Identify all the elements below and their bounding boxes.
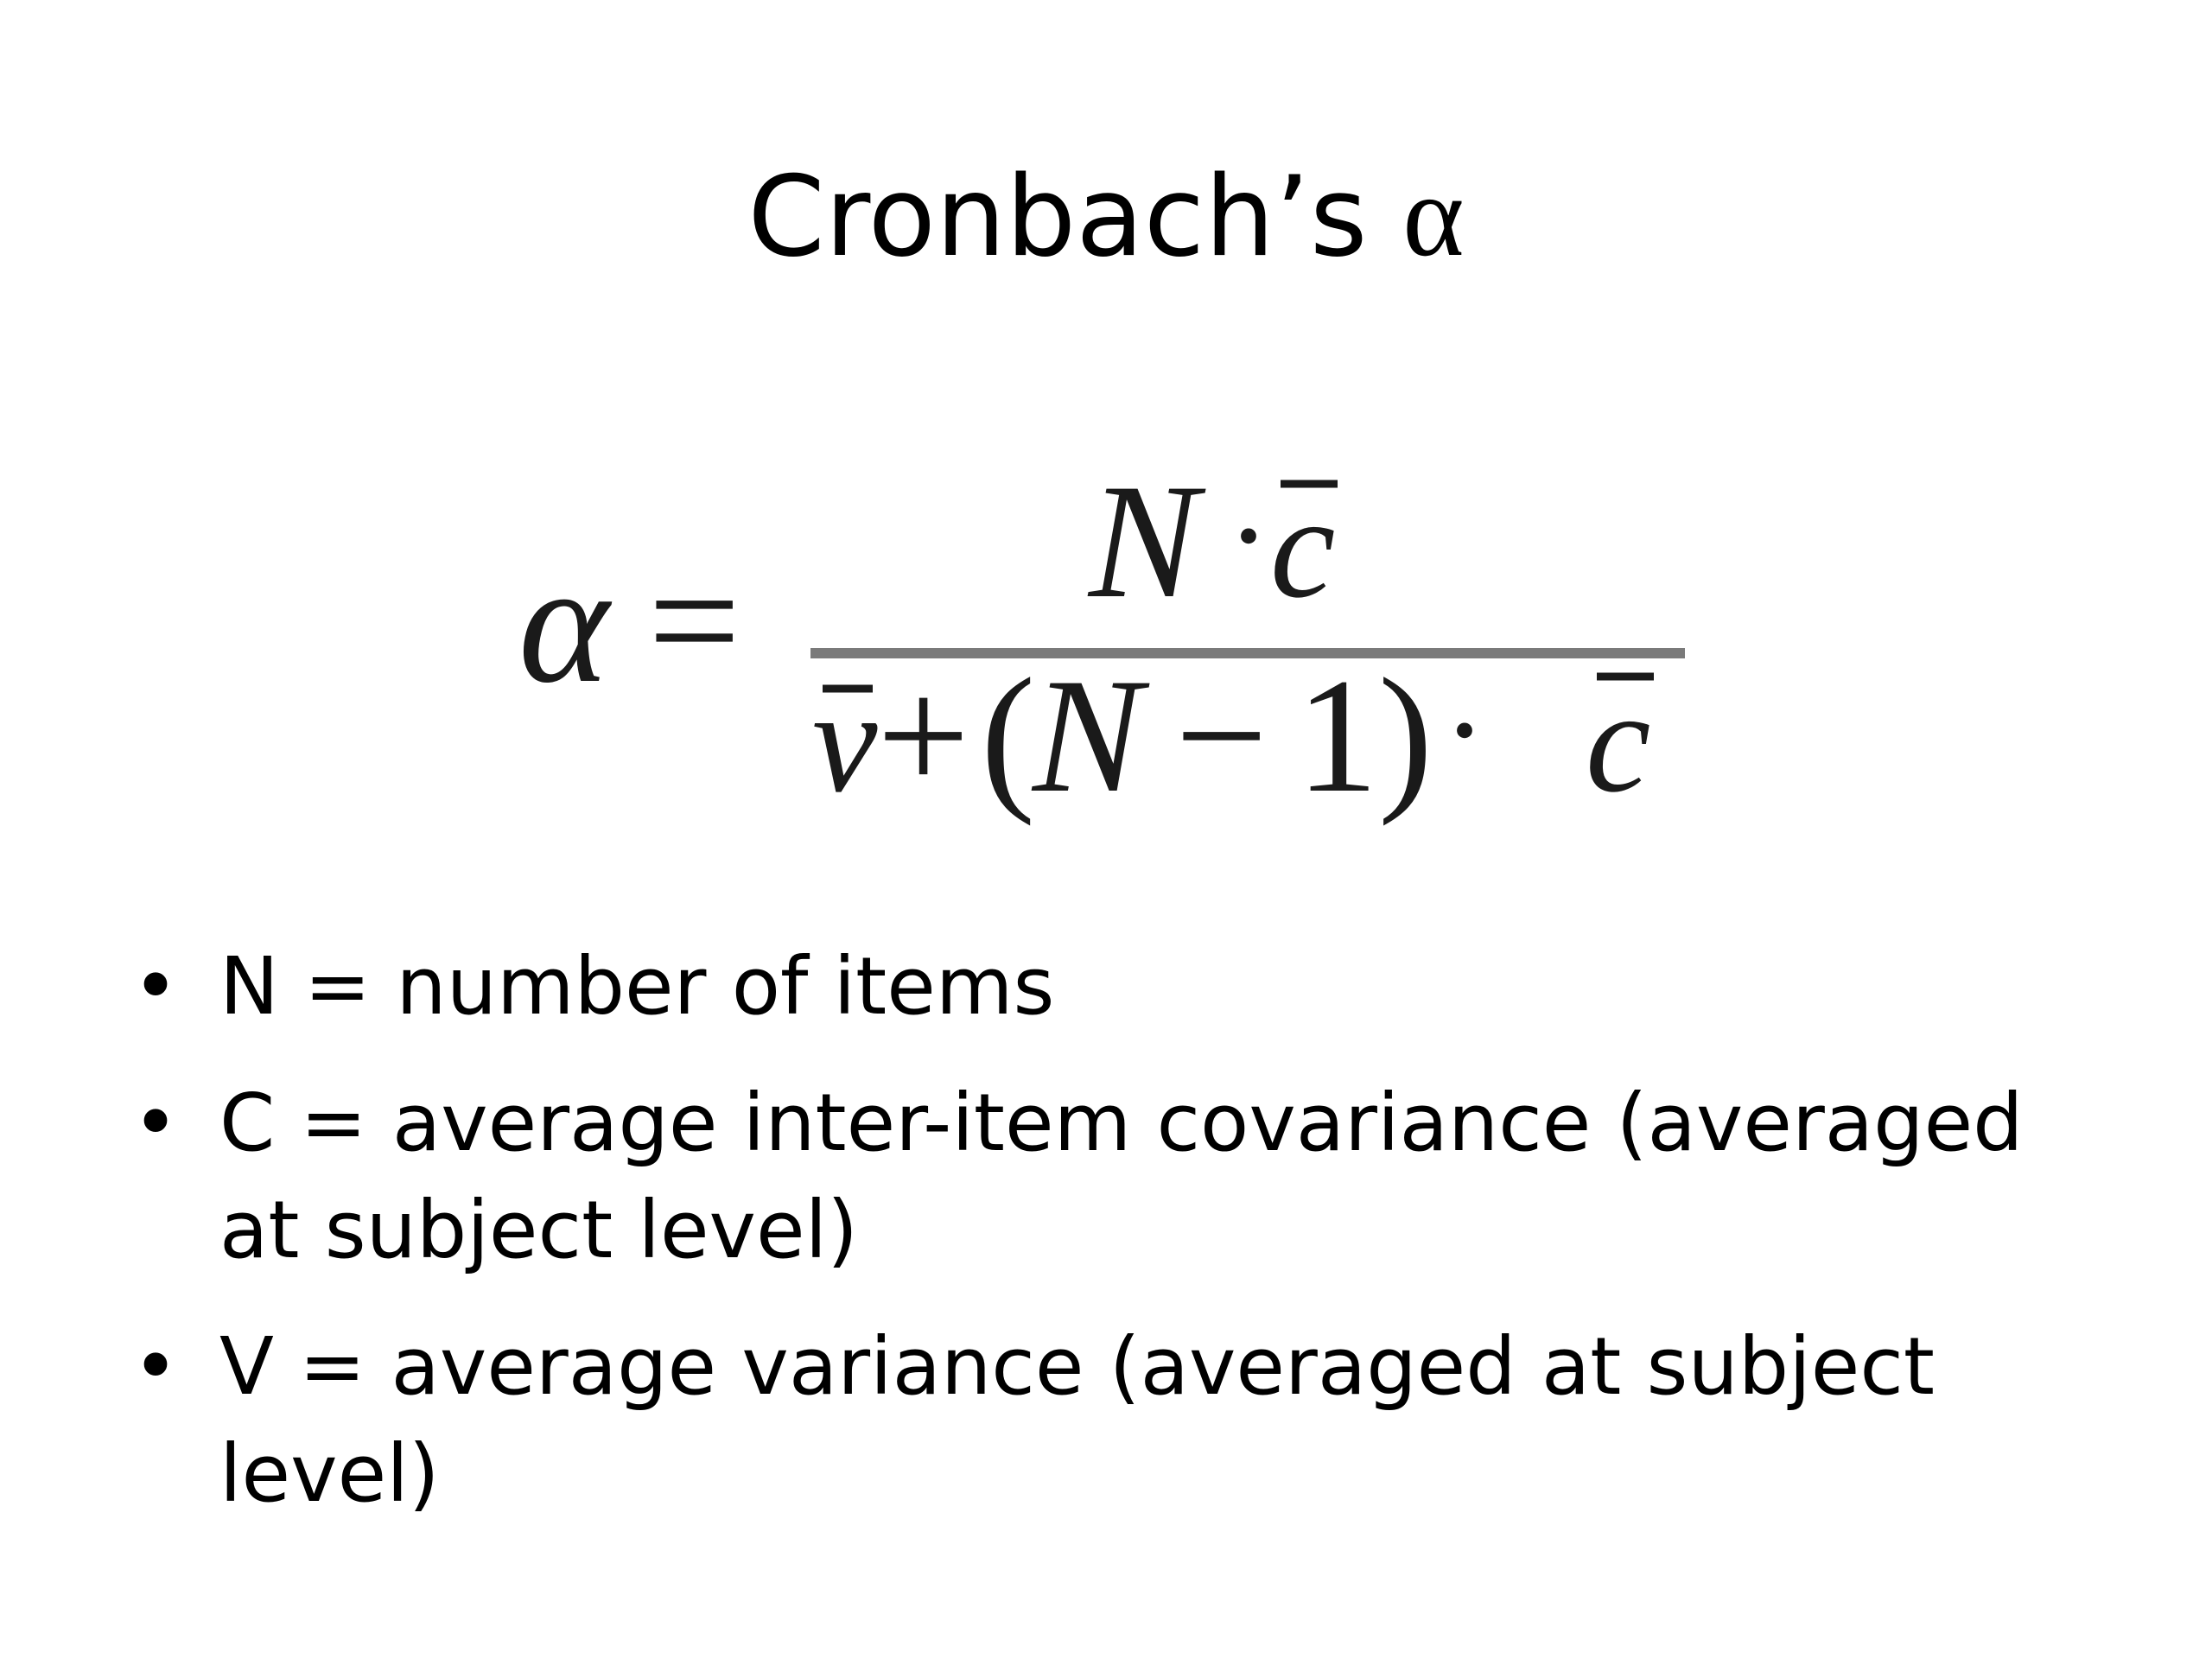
bullet-dot: • [131,1077,180,1169]
formula-alpha: α [518,528,609,719]
formula-svg [518,449,1694,847]
cronbach-alpha-formula [518,449,1694,847]
denominator-open-paren: ( [981,645,1036,827]
denominator-one: 1 [1296,645,1378,827]
denominator-v: v [812,660,878,823]
denominator-c: c [1586,660,1651,823]
title-alpha-symbol: α [1402,151,1465,281]
numerator-dot: · [1227,464,1270,607]
bullet-item-n [130,933,2117,1040]
denominator-minus: − [1175,645,1268,827]
bullet-dot: • [131,940,180,1033]
bullet-dot: • [131,1320,180,1413]
numerator-n: N [1089,451,1198,632]
bullet-item-v [130,1313,2117,1528]
definition-list [130,933,2117,1557]
formula-equals: = [648,531,741,712]
bullet-text: V = average variance (averaged at subject level) [219,1320,1936,1520]
denominator-dot: · [1443,658,1486,802]
bullet-item-c [130,1070,2117,1284]
title-text: Cronbach’s [747,153,1368,282]
numerator-c: c [1270,466,1336,628]
bullet-text: C = average inter-item covariance (averaged at subject level) [219,1077,2024,1276]
denominator-close-paren: ) [1378,645,1433,827]
bullet-text: N = number of items [219,940,1055,1033]
denominator-plus: + [877,645,970,827]
slide-title [0,143,2212,291]
denominator-n: N [1033,645,1142,827]
